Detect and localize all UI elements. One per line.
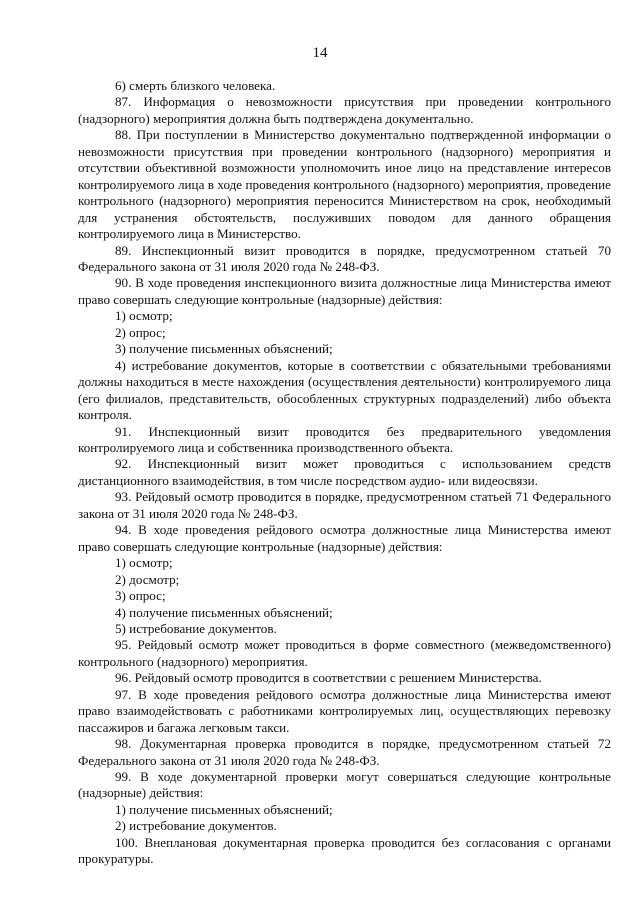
paragraph: 94. В ходе проведения рейдового осмотра должностные лица Министерства имеют право совершать следующие контрольные (надзорные) действия: xyxy=(78,522,611,554)
list-item: 2) опрос; xyxy=(115,324,166,340)
paragraph: 87. Информация о невозможности присутствия при проведении контрольного (надзорного) мероприятия должна быть подтверждена документально. xyxy=(78,94,611,126)
paragraph: 96. Рейдовый осмотр проводится в соответствии с решением Министерства. xyxy=(115,670,542,686)
list-item: 2) досмотр; xyxy=(115,571,180,587)
paragraph: 98. Документарная проверка проводится в порядке, предусмотренном статьей 72 Федерального закона от 31 июля 2020 года № 248-ФЗ. xyxy=(78,736,611,768)
paragraph: 88. При поступлении в Министерство документально подтвержденной информации о невозможности присутствия при проведении контрольного (надзорного) мероприятия и отсутствии объективной возможности уполномочить иное лицо на представление интересов контролируемого лица в ходе проведения контрольного (надзорного) мероприятия, проведение контрольного (надзорного) мероприятия переносится Министерством на срок, необходимый для устранения обстоятельств, послуживших поводом для данного обращения контролируемого лица в Министерство. xyxy=(78,127,611,242)
paragraph: 99. В ходе документарной проверки могут совершаться следующие контрольные (надзорные) действия: xyxy=(78,769,611,801)
paragraph: 90. В ходе проведения инспекционного визита должностные лица Министерства имеют право совершать следующие контрольные (надзорные) действия: xyxy=(78,275,611,307)
paragraph: 95. Рейдовый осмотр может проводиться в форме совместного (межведомственного) контрольного (надзорного) мероприятия. xyxy=(78,637,611,669)
paragraph: 6) смерть близкого человека. xyxy=(115,78,276,93)
list-item: 1) осмотр; xyxy=(115,308,173,324)
list-item: 1) осмотр; xyxy=(115,555,173,571)
list-item: 2) истребование документов. xyxy=(115,818,277,834)
list-item: 1) получение письменных объяснений; xyxy=(115,801,333,817)
paragraph: 92. Инспекционный визит может проводиться с использованием средств дистанционного взаимодействия, в том числе посредством аудио- или видеосвязи. xyxy=(78,456,611,488)
list-item: 4) получение письменных объяснений; xyxy=(115,604,333,620)
paragraph: 97. В ходе проведения рейдового осмотра должностные лица Министерства имеют право взаимодействовать с работниками контролируемых лиц, осуществляющих перевозку пассажиров и багажа легковым такси. xyxy=(78,686,611,735)
page-number: 14 xyxy=(312,45,328,61)
paragraph: 93. Рейдовый осмотр проводится в порядке, предусмотренном статьей 71 Федерального закона от 31 июля 2020 года № 248-ФЗ. xyxy=(78,489,611,521)
document-body xyxy=(78,78,611,868)
list-item: 4) истребование документов, которые в соответствии с обязательными требованиями должны находиться в месте нахождения (осуществления деятельности) контролируемого лица (его филиалов, представительств, обособленных структурных подразделений) либо объекта контроля. xyxy=(78,357,611,423)
paragraph: 91. Инспекционный визит проводится без предварительного уведомления контролируемого лица и собственника производственного объекта. xyxy=(78,423,611,455)
list-item: 5) истребование документов. xyxy=(115,620,277,636)
list-item: 3) получение письменных объяснений; xyxy=(115,341,333,357)
paragraph: 89. Инспекционный визит проводится в порядке, предусмотренном статьей 70 Федерального закона от 31 июля 2020 года № 248-ФЗ. xyxy=(78,242,611,274)
list-item: 3) опрос; xyxy=(115,588,166,604)
paragraph: 100. Внеплановая документарная проверка проводится без согласования с органами прокуратуры. xyxy=(78,834,611,867)
